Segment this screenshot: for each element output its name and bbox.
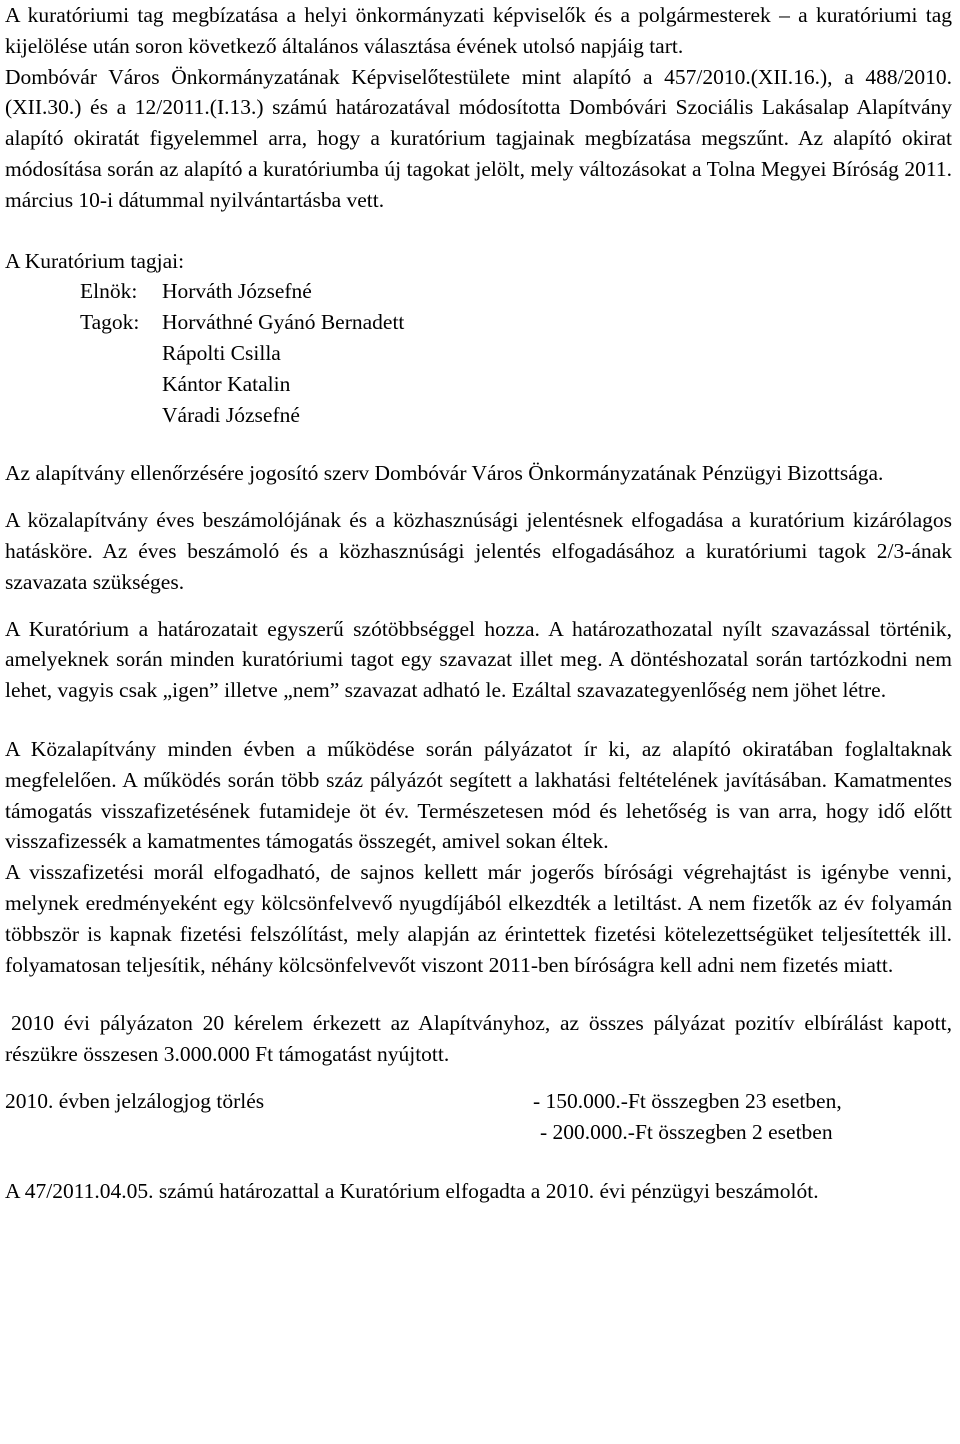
paragraph-mandate: A kuratóriumi tag megbízatása a helyi önkormányzati képviselők és a polgármesterek – a kuratóriumi tag kijelölése után soron következő általános választása évének utolsó napjáig tart. [5,3,952,58]
board-member-list [5,276,952,430]
board-member-row [5,307,952,338]
member-name: Kántor Katalin [162,371,291,396]
members-role-label: Tagok: [80,310,140,335]
chair-role-label: Elnök: [80,279,138,304]
paragraph-2010-tender: 2010 évi pályázaton 20 kérelem érkezett az Alapítványhoz, az összes pályázat pozitív elbírálást kapott, részükre összesen 3.000.000 Ft támogatást nyújtott. [5,1011,952,1067]
paragraph-founder-amendment: Dombóvár Város Önkormányzatának Képviselőtestülete mint alapító a 457/2010.(XII.16.), a 488/2010.(XII.30.) és a 12/2011.(I.13.) számú határozatával módosította Dombóvári Szociális Lakásalap Alapítvány alapító okiratát figyelemmel arra, hogy a kuratórium tagjainak megbízatása megszűnt. Az alapító okirat módosítása során az alapító a kuratóriumba új tagokat jelölt, mely változásokat a Tolna Megyei Bíróság 2011. március 10-i dátummal nyilvántartásba vett. [5,64,952,212]
paragraph-supervisory-body: Az alapítvány ellenőrzésére jogosító szerv Dombóvár Város Önkormányzatának Pénzügyi Bizottsága. [5,461,884,486]
member-name: Rápolti Csilla [162,340,281,365]
paragraph-voting-rules: A Kuratórium a határozatait egyszerű szótöbbséggel hozza. A határozathozatal nyílt szavazással történik, amelyeknek során minden kuratóriumi tagot egy szavazat illet meg. A döntéshozatal során tartózkodni nem lehet, vagyis csak „igen” illetve „nem” szavazat adható le. Ezáltal szavazategyenlőség nem jöhet létre. [5,616,952,703]
member-name: Horváthné Gyánó Bernadett [162,310,405,335]
board-title: A Kuratórium tagjai: [5,248,185,273]
board-member-row [5,338,952,369]
board-member-row [5,369,952,400]
mortgage-deletion-block [5,1086,952,1148]
paragraph-annual-report: A közalapítvány éves beszámolójának és a közhasznúsági jelentésnek elfogadása a kuratórium kizárólagos hatásköre. Az éves beszámoló és a közhasznúsági jelentés elfogadásához a kuratóriumi tagok 2/3-ának szavazata szükséges. [5,508,952,594]
board-chair-row [5,276,952,307]
board-member-row [5,400,952,431]
chair-name: Horváth Józsefné [162,279,312,304]
mortgage-label: 2010. évben jelzálogjog törlés [5,1088,265,1113]
member-name: Váradi Józsefné [162,402,300,427]
paragraph-repayment-morale: A visszafizetési morál elfogadható, de sajnos kellett már jogerős bírósági végrehajtást is igénybe venni, melynek eredményeként egy kölcsönfelvevő nyugdíjából elkezdték a letiltást. A nem fizetők az év folyamán többször is kapnak fizetési felszólítást, mely alapján az érintettek fizetési kötelezettségüket teljesítették ill. folyamatosan teljesítik, néhány kölcsönfelvevőt viszont 2011-ben bíróságra kell adni nem fizetés miatt. [5,860,952,977]
mortgage-line-1: - 150.000.-Ft összegben 23 esetben, [533,1088,842,1113]
paragraph-financial-report-approval: A 47/2011.04.05. számú határozattal a Kuratórium elfogadta a 2010. évi pénzügyi beszámolót. [5,1178,819,1203]
paragraph-annual-tender: A Közalapítvány minden évben a működése során pályázatot ír ki, az alapító okiratában foglaltaknak megfelelően. A működés során több száz pályázót segített a lakhatási feltételének javításában. Kamatmentes támogatás visszafizetésének futamideje öt év. Természetesen mód és lehetőség is van arra, hogy idő előtt visszafizessék a kamatmentes támogatás összegét, amivel sokan éltek. [5,736,952,854]
mortgage-line-2: - 200.000.-Ft összegben 2 esetben [540,1119,833,1144]
mortgage-row-2 [5,1117,952,1148]
mortgage-row-1 [5,1086,952,1117]
